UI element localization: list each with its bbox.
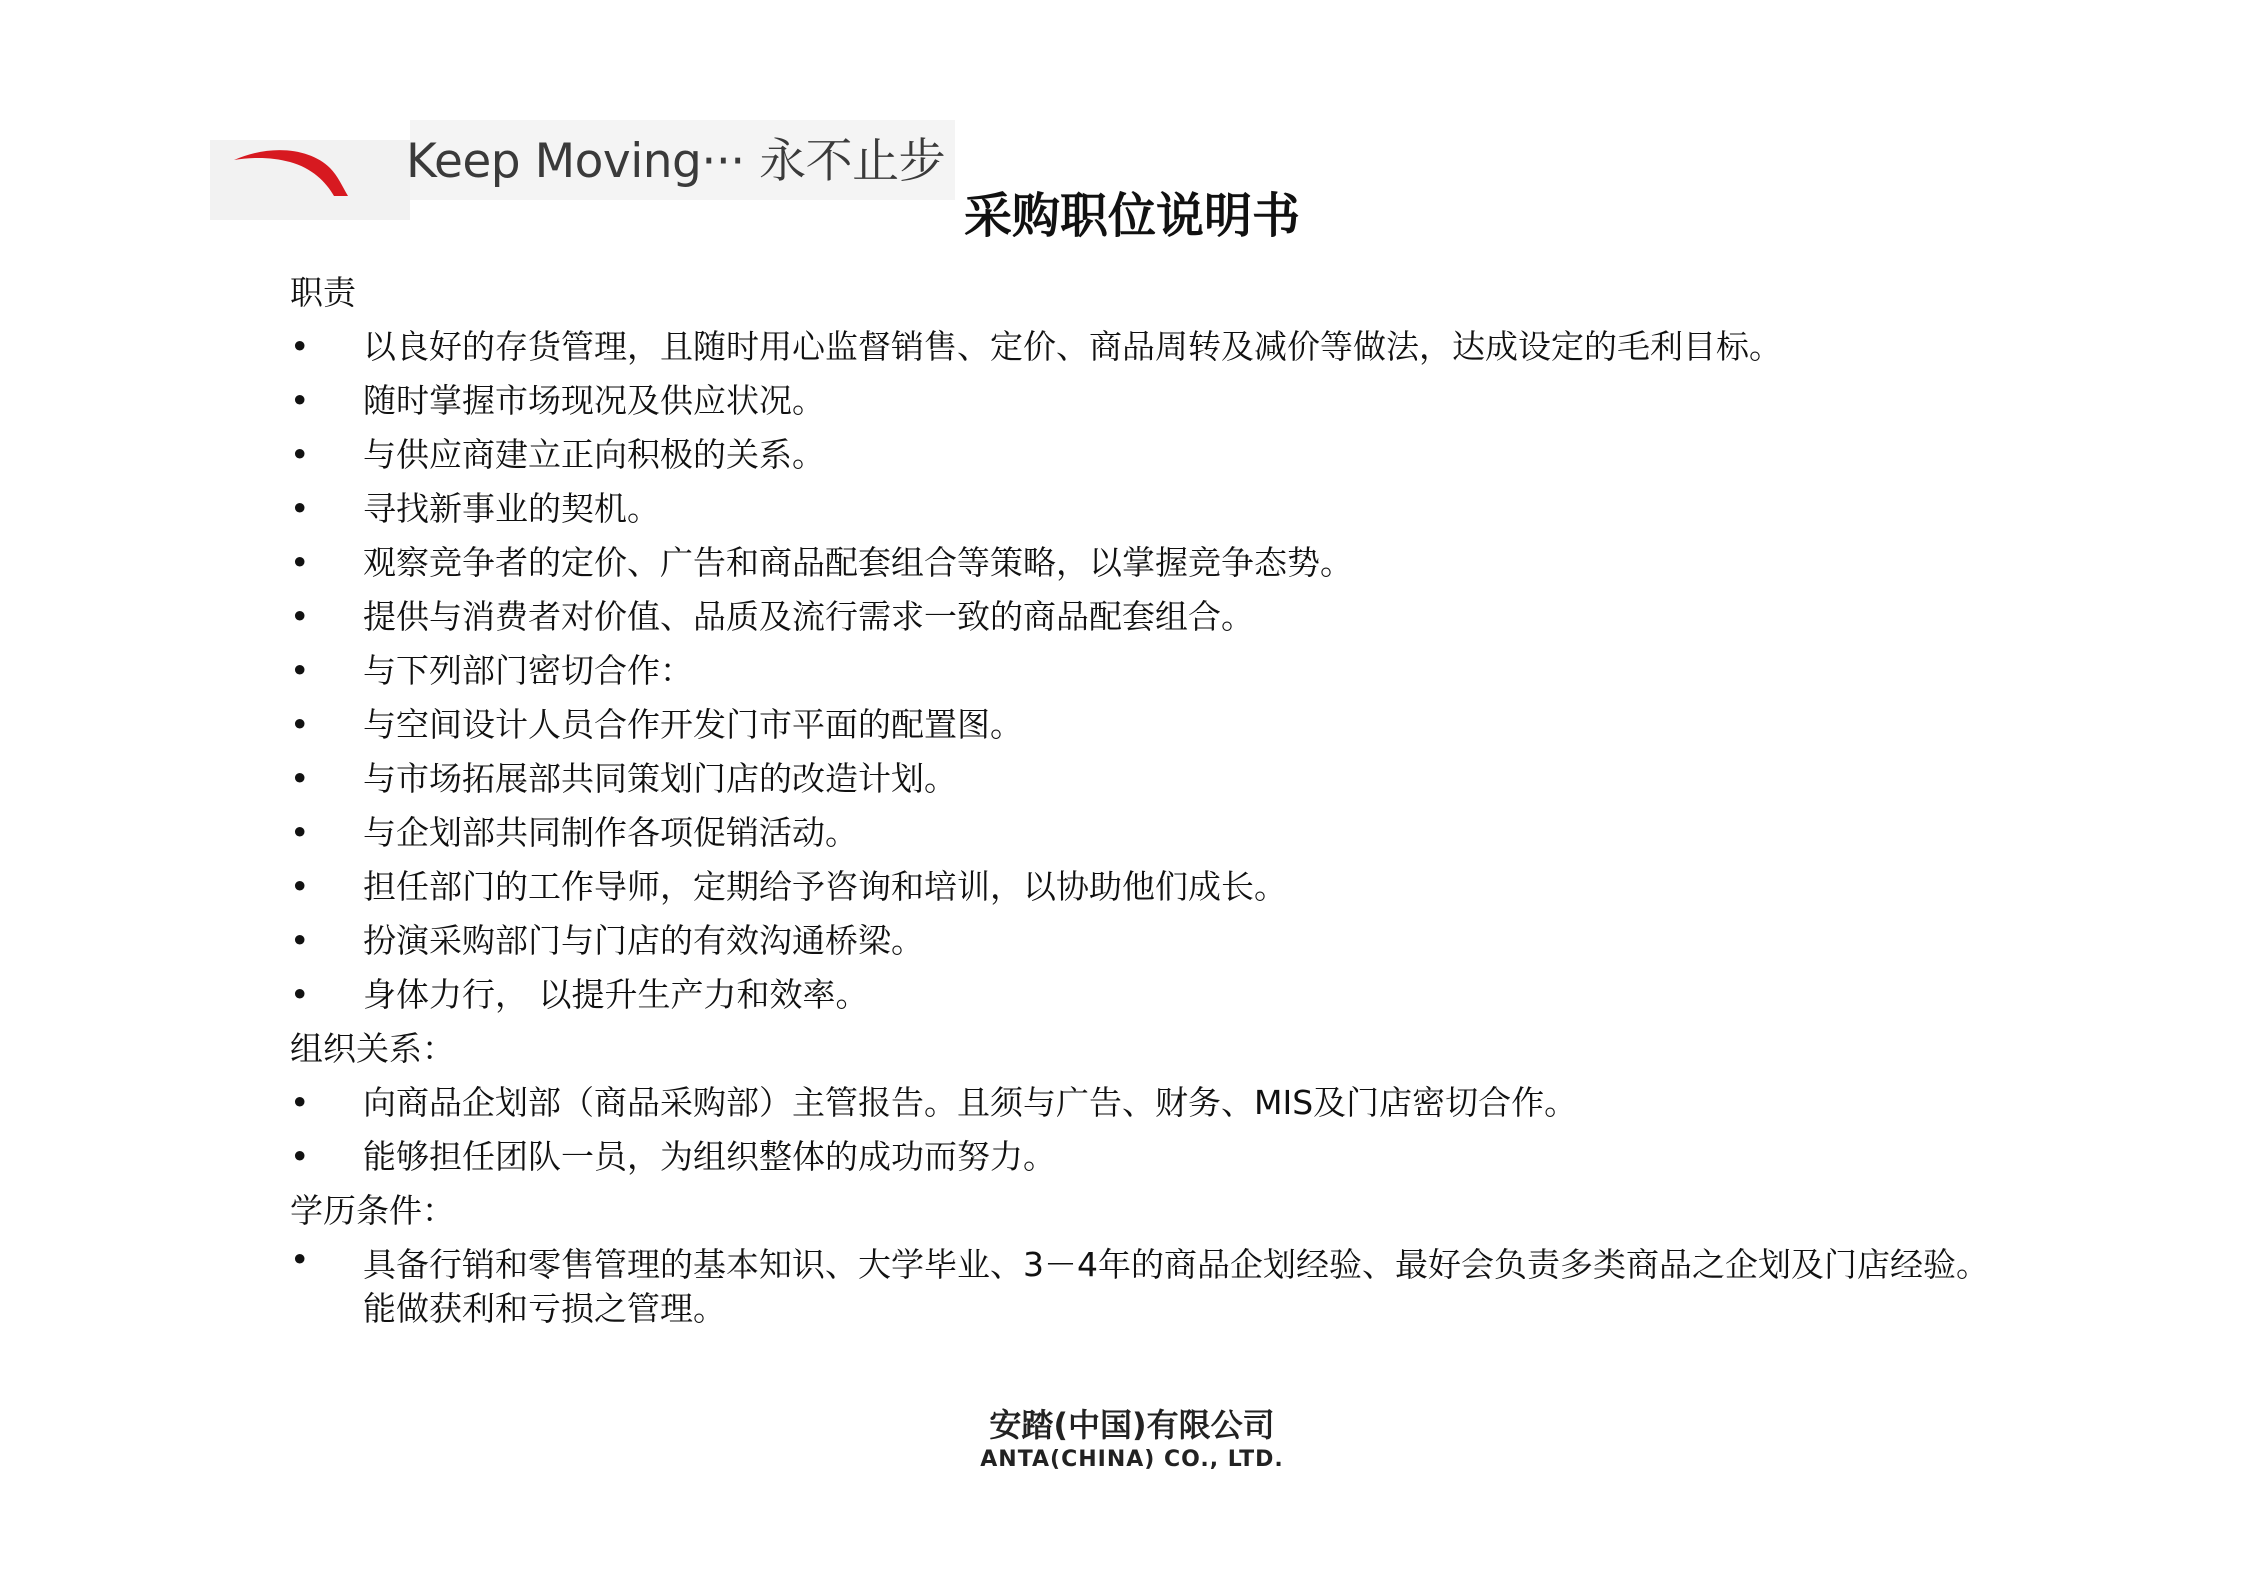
list-item-text: 与空间设计人员合作开发门市平面的配置图。 — [363, 705, 1023, 744]
list-item-text: 扮演采购部门与门店的有效沟通桥梁。 — [363, 921, 924, 960]
list-item-text: 以良好的存货管理，且随时用心监督销售、定价、商品周转及减价等做法，达成设定的毛利目标。 — [363, 327, 1782, 366]
section-heading-duties: 职责 — [290, 273, 356, 312]
bullet-icon: • — [290, 435, 310, 474]
bullet-icon: • — [290, 759, 310, 798]
company-footer — [0, 1405, 2252, 1475]
list-item-text: 寻找新事业的契机。 — [363, 489, 660, 528]
list-item-text: 提供与消费者对价值、品质及流行需求一致的商品配套组合。 — [363, 597, 1254, 636]
list-item-text: 向商品企划部（商品采购部）主管报告。且须与广告、财务、MIS及门店密切合作。 — [363, 1083, 1578, 1122]
list-item-text: 与供应商建立正向积极的关系。 — [363, 435, 825, 474]
bullet-icon: • — [290, 1137, 310, 1176]
document-title: 采购职位说明书 — [963, 188, 1300, 244]
document-body — [290, 266, 2010, 1331]
list-item — [290, 860, 2010, 914]
bullet-icon: • — [290, 543, 310, 582]
list-item — [290, 806, 2010, 860]
list-item — [290, 320, 2010, 374]
bullet-icon: • — [290, 1240, 310, 1279]
list-item — [290, 698, 2010, 752]
bullet-icon: • — [290, 921, 310, 960]
list-item — [290, 1076, 2010, 1130]
list-item-text: 具备行销和零售管理的基本知识、大学毕业、3－4年的商品企划经验、最好会负责多类商品之企划及门店经验。能做获利和亏损之管理。 — [363, 1245, 1989, 1328]
bullet-icon: • — [290, 813, 310, 852]
bullet-icon: • — [290, 1083, 310, 1122]
list-item — [290, 1238, 2010, 1331]
list-item-text: 与企划部共同制作各项促销活动。 — [363, 813, 858, 852]
list-item — [290, 374, 2010, 428]
list-item-text: 担任部门的工作导师，定期给予咨询和培训，以协助他们成长。 — [363, 867, 1287, 906]
company-name-en: ANTA(CHINA) CO., LTD. — [980, 1447, 1284, 1472]
company-name-cn: 安踏(中国)有限公司 — [989, 1406, 1275, 1444]
list-item — [290, 968, 2010, 1022]
list-item-text: 能够担任团队一员，为组织整体的成功而努力。 — [363, 1137, 1056, 1176]
bullet-icon: • — [290, 327, 310, 366]
section-heading-org-relations: 组织关系： — [290, 1029, 455, 1068]
bullet-icon: • — [290, 651, 310, 690]
section-heading-education: 学历条件： — [290, 1191, 455, 1230]
bullet-icon: • — [290, 489, 310, 528]
list-item-text: 与市场拓展部共同策划门店的改造计划。 — [363, 759, 957, 798]
bullet-icon: • — [290, 381, 310, 420]
list-item — [290, 752, 2010, 806]
list-item — [290, 428, 2010, 482]
bullet-icon: • — [290, 975, 310, 1014]
list-item-text: 随时掌握市场现况及供应状况。 — [363, 381, 825, 420]
list-item-text: 身体力行， 以提升生产力和效率。 — [363, 975, 869, 1014]
list-item-text: 与下列部门密切合作： — [363, 651, 693, 690]
list-item — [290, 482, 2010, 536]
list-item — [290, 1130, 2010, 1184]
list-item — [290, 644, 2010, 698]
slogan-text: Keep Moving··· 永不止步 — [406, 134, 946, 189]
list-item — [290, 590, 2010, 644]
list-item-text: 观察竞争者的定价、广告和商品配套组合等策略，以掌握竞争态势。 — [363, 543, 1353, 582]
bullet-icon: • — [290, 867, 310, 906]
bullet-icon: • — [290, 597, 310, 636]
list-item — [290, 536, 2010, 590]
bullet-icon: • — [290, 705, 310, 744]
list-item — [290, 914, 2010, 968]
